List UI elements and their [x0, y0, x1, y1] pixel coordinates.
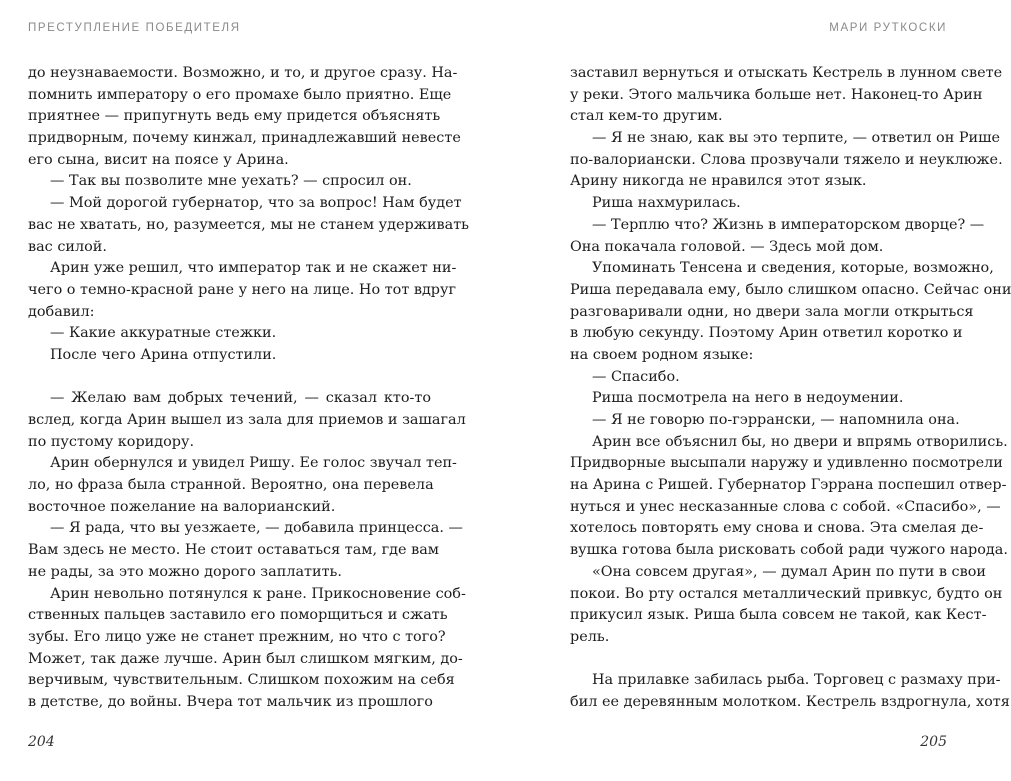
right-text-block — [570, 63, 1011, 714]
text-line: Арин обернулся и увидел Ришу. Ее голос звучал теп- — [50, 455, 457, 472]
text-line: Упоминать Тенсена и сведения, которые, возможно, — [592, 260, 994, 277]
text-line: стал кем-то другим. — [570, 108, 723, 125]
text-line: прикусил язык. Риша была совсем не такой, как Кест- — [570, 607, 987, 624]
text-line: покои. Во рту остался металлический привкус, будто он — [570, 585, 1003, 602]
right-page — [500, 0, 1011, 781]
text-line: — Так вы позволите мне уехать? — спросил он. — [50, 173, 412, 190]
text-line: «Она совсем другая», — думал Арин по пути в свои — [592, 563, 986, 580]
text-line: добавил: — [28, 303, 95, 320]
text-line: Риша передавала ему, было слишком опасно. Сейчас они — [570, 281, 1011, 298]
text-line: Арин невольно потянулся к ране. Прикосновение соб- — [50, 585, 466, 602]
text-line: Придворные высыпали наружу и удивленно посмотрели — [570, 455, 1003, 472]
text-line: до неузнаваемости. Возможно, и то, и другое сразу. На- — [28, 65, 458, 81]
text-line: вушка готова была рисковать собой ради чужого народа. — [570, 542, 1008, 559]
text-line: разговаривали одни, но двери зала могли открыться — [570, 303, 974, 320]
text-line: вас силой. — [28, 238, 107, 255]
text-line: на Арина с Ришей. Губернатор Гэррана поспешил отвер- — [570, 477, 1007, 494]
text-line: После чего Арина отпустили. — [50, 346, 277, 363]
text-line: восточное пожелание на валорианский. — [28, 498, 336, 515]
text-line: — Спасибо. — [592, 368, 680, 385]
text-line: — Мой дорогой губернатор, что за вопрос! Нам будет — [50, 195, 462, 212]
text-line: вас не хватать, но, разумеется, мы не станем удерживать — [28, 216, 470, 233]
text-line: у реки. Этого мальчика больше нет. Наконец-то Арин — [570, 86, 983, 103]
text-line: зубы. Его лицо уже не станет прежним, но что с того? — [28, 628, 446, 645]
text-line: Вам здесь не место. Не стоит оставаться там, где вам — [28, 542, 439, 559]
section-break — [570, 649, 947, 671]
left-running-head: ПРЕСТУПЛЕНИЕ ПОБЕДИТЕЛЯ — [28, 22, 241, 34]
text-line: Арин все объяснил бы, но двери и впрямь отворились. — [592, 433, 1008, 450]
text-line: ло, но фраза была странной. Вероятно, она перевела — [28, 477, 434, 494]
text-line: Она покачала головой. — Здесь мой дом. — [570, 238, 884, 255]
text-line: рель. — [570, 628, 610, 645]
text-line: — Желаю вам добрых течений, — сказал кто-то — [50, 390, 431, 407]
text-line: приятнее — припугнуть ведь ему придется объяснять — [28, 108, 441, 125]
text-line: Арину никогда не нравился этот язык. — [570, 173, 867, 190]
text-line: по пустому коридору. — [28, 433, 195, 450]
text-line: Риша посмотрела на него в недоумении. — [592, 390, 904, 407]
text-line: Риша нахмурилась. — [592, 195, 741, 212]
right-running-head: МАРИ РУТКОСКИ — [829, 22, 947, 34]
text-line: чего о темно-красной ране у него на лице. Но тот вдруг — [28, 281, 457, 298]
text-line: — Терплю что? Жизнь в императорском дворце? — — [592, 216, 985, 233]
text-line: верчивым, чувствительным. Слишком похожим на себя — [28, 672, 455, 689]
text-line: в любую секунду. Поэтому Арин ответил коротко и — [570, 325, 963, 342]
text-line: Арин уже решил, что император так и не скажет ни- — [50, 260, 457, 277]
text-line: ственных пальцев заставило его поморщиться и сжать — [28, 607, 448, 624]
text-line: не рады, за это можно дорого заплатить. — [28, 563, 342, 580]
text-line: — Какие аккуратные стежки. — [50, 325, 277, 342]
text-line: — Я рада, что вы уезжаете, — добавила принцесса. — — [50, 520, 463, 537]
text-line: нуться и унес несказанные слова с собой. «Спасибо», — — [570, 498, 1001, 515]
text-line: помнить императору о его промахе было приятно. Еще — [28, 86, 452, 103]
text-line: его сына, висит на поясе у Арина. — [28, 151, 289, 168]
text-line: хотелось повторять ему снова и снова. Эта смелая де- — [570, 520, 984, 537]
text-line: На прилавке забилась рыба. Торговец с размаху при- — [592, 672, 1001, 689]
right-page-number: 205 — [920, 734, 947, 750]
left-page-number: 204 — [28, 734, 55, 750]
text-line: придворным, почему кинжал, принадлежавший невесте — [28, 130, 461, 147]
text-line: вслед, когда Арин вышел из зала для приемов и зашагал — [28, 412, 466, 428]
text-line: по-валориански. Слова прозвучали тяжело и неуклюже. — [570, 151, 1003, 168]
text-line: заставил вернуться и отыскать Кестрель в лунном свете — [570, 65, 1003, 81]
left-page — [0, 0, 500, 781]
section-break — [28, 367, 431, 389]
text-line: бил ее деревянным молотком. Кестрель вздрогнула, хотя — [570, 693, 1010, 710]
text-line: — Я не говорю по-гэррански, — напомнила она. — [592, 412, 960, 428]
text-line: — Я не знаю, как вы это терпите, — ответил он Рише — [592, 130, 1001, 147]
text-line: в детстве, до войны. Вчера тот мальчик из прошлого — [28, 693, 433, 710]
left-text-block — [28, 63, 470, 714]
text-line: на своем родном языке: — [570, 346, 754, 363]
text-line: Может, так даже лучше. Арин был слишком мягким, до- — [28, 650, 463, 667]
